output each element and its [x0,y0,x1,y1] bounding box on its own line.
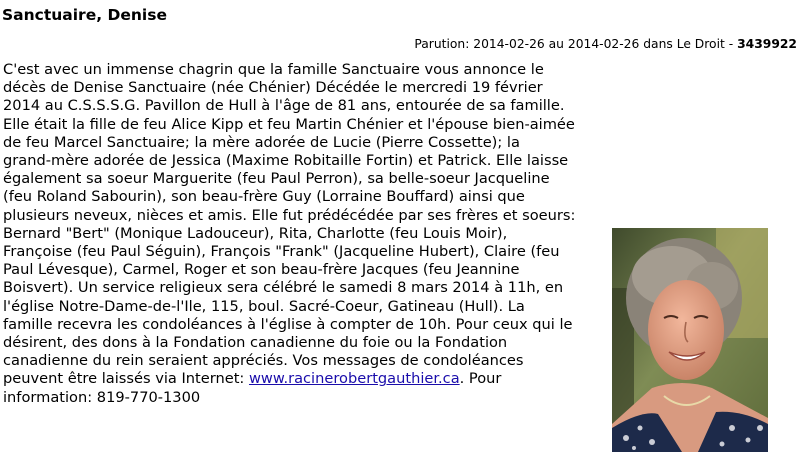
text-line: Françoise (feu Paul Séguin), François "Frank" (Jacqueline Hubert), Claire (feu [3,243,560,261]
text-line: canadienne du rein seraient appréciés. Vos messages de condoléances [3,352,524,370]
text-line: grand-mère adorée de Jessica (Maxime Robitaille Fortin) et Patrick. Elle laisse [3,152,569,170]
obituary-text [3,61,608,407]
text-line: C'est avec un immense chagrin que la famille Sanctuaire vous annonce le [3,61,544,78]
text-line: plusieurs neveux, nièces et amis. Elle fut prédécédée par ses frères et soeurs: [3,206,576,224]
portrait-image [612,228,768,452]
text-line: (feu Roland Sabourin), son beau-frère Guy (Lorraine Bouffard) ainsi que [3,188,525,206]
text-line: de feu Marcel Sanctuaire; la mère adorée de Lucie (Pierre Cossette); la [3,133,520,151]
parution-label: Parution: 2014-02-26 au 2014-02-26 dans Le Droit - [414,37,734,51]
text-line: Boisvert). Un service religieux sera célébré le samedi 8 mars 2014 à 11h, en [3,279,564,297]
text-line: désirent, des dons à la Fondation canadienne du foie ou la Fondation [3,334,508,352]
text-line-with-link [3,370,608,388]
text-line: Paul Lévesque), Carmel, Roger et son beau-frère Jacques (feu Jeannine [3,261,520,279]
text-line: Bernard "Bert" (Monique Ladouceur), Rita, Charlotte (feu Louis Moir), [3,224,508,242]
link-prefix: peuvent être laissés via Internet: [3,370,249,388]
contact-line: information: 819-770-1300 [3,388,201,406]
text-line: famille recevra les condoléances à l'église à compter de 10h. Pour ceux qui le [3,315,573,333]
text-line: également sa soeur Marguerite (feu Paul Perron), sa belle-soeur Jacqueline [3,170,550,188]
notice-title: Sanctuaire, Denise [2,6,167,24]
link-suffix: . Pour [459,370,502,388]
funeral-home-link[interactable]: www.racinerobertgauthier.ca [248,370,460,388]
parution-info [414,37,797,51]
text-line: 2014 au C.S.S.S.G. Pavillon de Hull à l'âge de 81 ans, entourée de sa famille. [3,97,565,115]
portrait-photo [612,228,768,452]
text-line: Elle était la fille de feu Alice Kipp et feu Martin Chénier et l'épouse bien-aimée [3,115,575,133]
text-line: décès de Denise Sanctuaire (née Chénier) Décédée le mercredi 19 février [3,79,543,97]
notice-id: 3439922 [737,37,797,51]
text-line: l'église Notre-Dame-de-l'Ile, 115, boul. Sacré-Coeur, Gatineau (Hull). La [3,297,525,315]
